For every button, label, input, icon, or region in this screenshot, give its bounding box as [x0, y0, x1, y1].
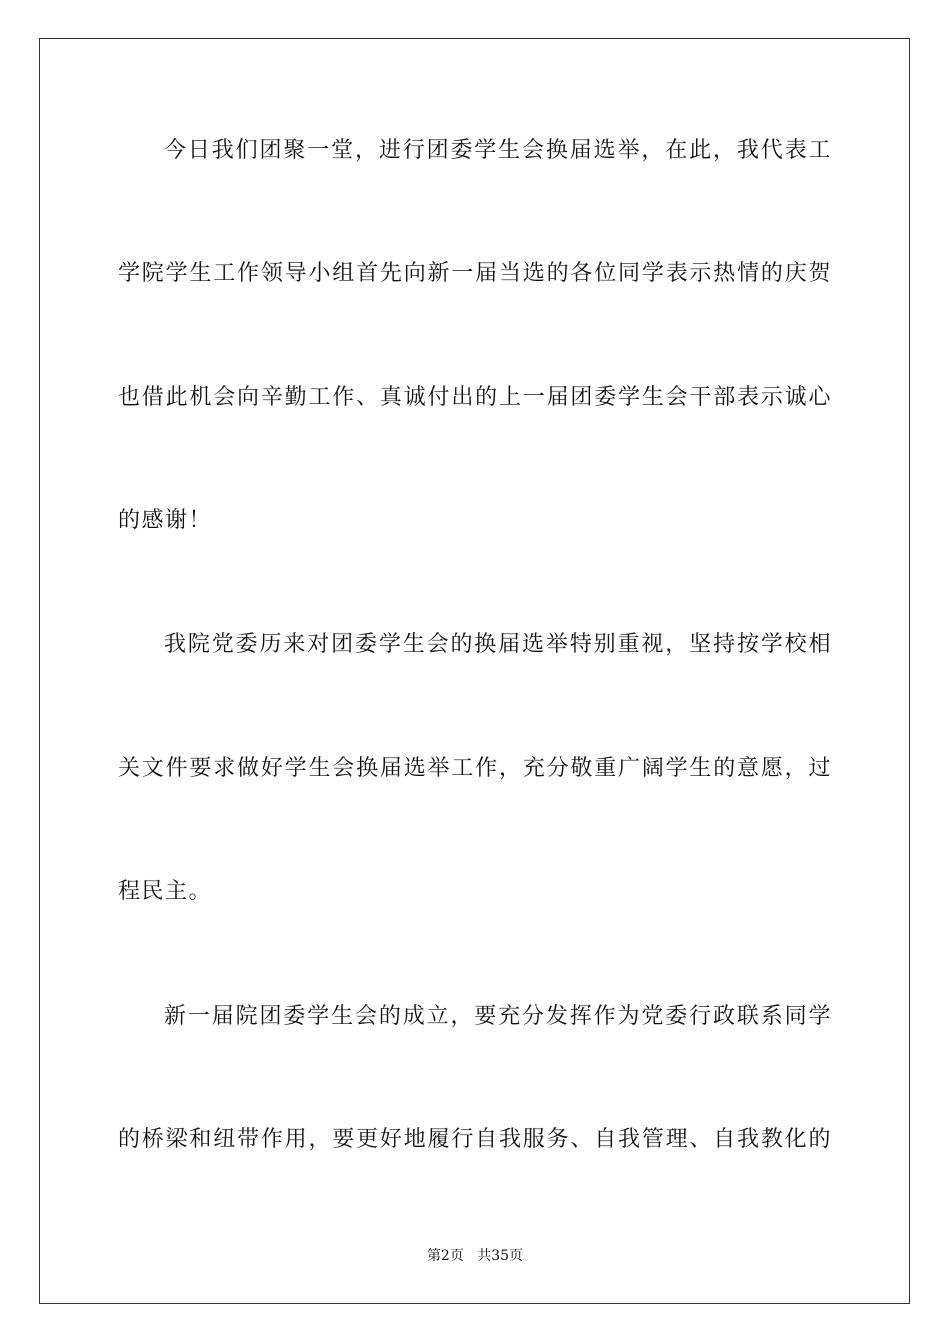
paragraph-1-line-1: 今日我们团聚一堂，进行团委学生会换届选举，在此，我代表工 — [164, 138, 832, 163]
page-number: 第2页 — [426, 1248, 464, 1264]
paragraph-2-line-2: 关文件要求做好学生会换届选举工作，充分敬重广阔学生的意愿，过 — [118, 756, 832, 781]
paragraph-3-line-2: 的桥梁和纽带作用，要更好地履行自我服务、自我管理、自我教化的 — [118, 1127, 832, 1152]
page-footer — [0, 1247, 950, 1265]
paragraph-2-line-1: 我院党委历来对团委学生会的换届选举特别重视，坚持按学校相 — [164, 632, 832, 657]
paragraph-1-line-3: 也借此机会向辛勤工作、真诚付出的上一届团委学生会干部表示诚心 — [118, 385, 832, 410]
paragraph-1-line-4: 的感谢！ — [118, 508, 213, 533]
page-border — [39, 38, 910, 1304]
paragraph-3-line-1: 新一届院团委学生会的成立，要充分发挥作为党委行政联系同学 — [164, 1004, 832, 1029]
page-total: 共35页 — [477, 1248, 524, 1264]
paragraph-2-line-3: 程民主。 — [118, 879, 213, 904]
paragraph-1-line-2: 学院学生工作领导小组首先向新一届当选的各位同学表示热情的庆贺 — [118, 261, 832, 286]
